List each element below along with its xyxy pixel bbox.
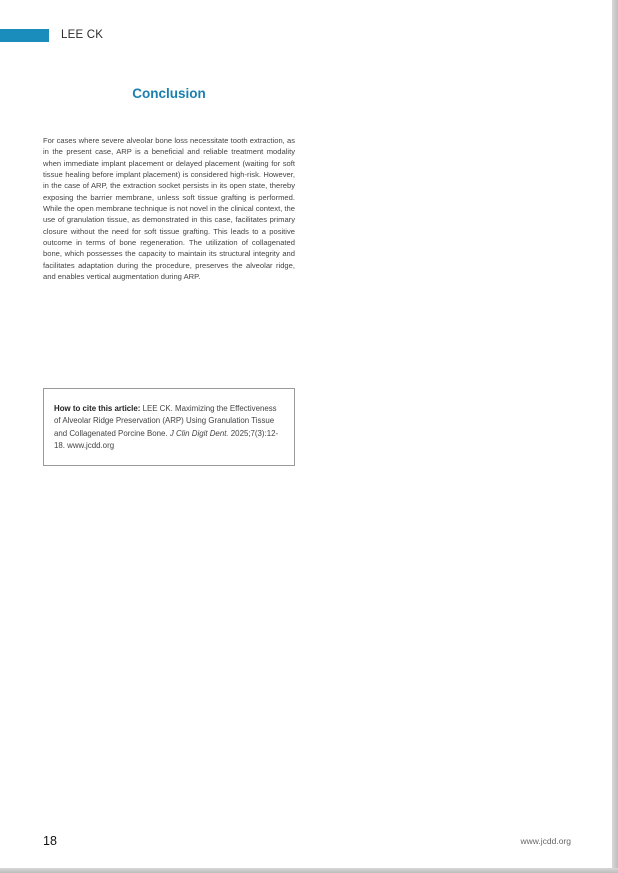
running-head-author: LEE CK xyxy=(61,29,104,41)
citation-text xyxy=(54,403,284,452)
header-accent-bar xyxy=(0,29,49,42)
section-title: Conclusion xyxy=(132,86,206,101)
page-edge-shadow-right xyxy=(612,0,618,873)
citation-journal: J Clin Digit Dent. xyxy=(169,428,229,438)
citation-box xyxy=(43,388,295,466)
citation-label: How to cite this article: xyxy=(54,404,141,413)
page-number: 18 xyxy=(43,834,57,848)
conclusion-paragraph: For cases where severe alveolar bone loss necessitate tooth extraction, as in the present case, ARP is a beneficial and reliable treatment modality when immediate implant placement or delayed placement (waiting for soft tissue healing before implant placement) is considered high-risk. However, in the case of ARP, the extraction socket persists in its open state, thereby exposing the barrier membrane, unless soft tissue grafting is performed. While the open membrane technique is not novel in the clinical context, the use of granulation tissue, as demonstrated in this case, facilitates primary closure without the need for soft tissue grafting. This leads to a positive outcome in terms of bone regeneration. The utilization of collagenated bone, which possesses the capacity to maintain its structural integrity and facilitates adaptation during the procedure, preserves the alveolar ridge, and enables vertical augmentation during ARP. xyxy=(43,136,295,282)
citation-body: LEE CK. Maximizing the Effectiveness of Alveolar Ridge Preservation (ARP) Using Granulation Tissue and Collagenated Porcine Bone. xyxy=(54,404,277,438)
citation-details: 2025;7(3):12-18. www.jcdd.org xyxy=(54,428,279,450)
page-edge-shadow-bottom xyxy=(0,868,618,873)
footer-url: www.jcdd.org xyxy=(520,836,571,846)
